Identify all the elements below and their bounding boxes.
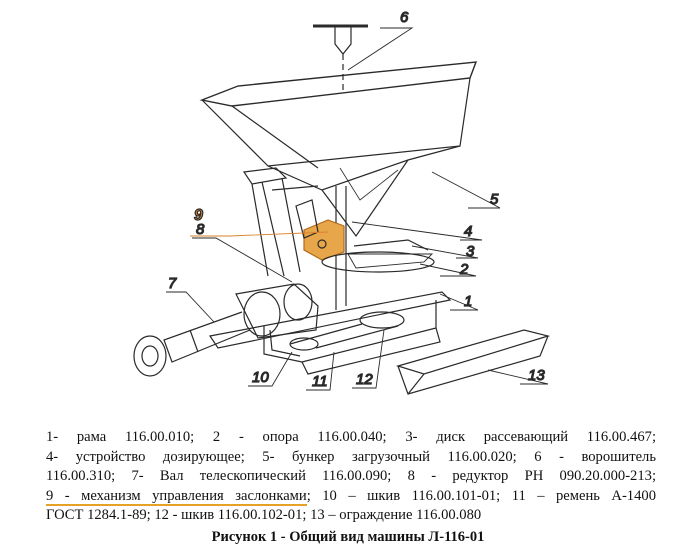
callout-7: 7 <box>168 275 177 292</box>
callout-9: 9 <box>194 207 203 224</box>
callout-3: 3 <box>466 243 475 260</box>
callout-13: 13 <box>528 367 545 384</box>
agitator-handle <box>313 26 368 90</box>
legend-line-3: 116.00.310; 7- Вал телескопический 116.00.090; 8 - редуктор РН 090.20.000-213; <box>46 468 656 484</box>
parts-legend <box>46 428 656 526</box>
callout-2: 2 <box>460 261 469 278</box>
legend-line-4-rest: ; 10 – шкив 116.00.101-01; 11 – ремень А-1400 <box>306 487 656 504</box>
reducer-and-shaft <box>134 284 318 376</box>
callout-1: 1 <box>464 293 473 310</box>
legend-line-4 <box>46 487 656 507</box>
callout-12: 12 <box>356 371 373 388</box>
leader-lines <box>166 28 548 390</box>
callout-5: 5 <box>490 191 499 208</box>
legend-line-1: 1- рама 116.00.010; 2 - опора 116.00.040; 3- диск рассевающий 116.00.467; <box>46 429 656 445</box>
callout-6: 6 <box>400 9 409 26</box>
callout-10: 10 <box>252 369 269 386</box>
callout-8: 8 <box>196 221 205 238</box>
callout-4: 4 <box>464 223 473 240</box>
callout-11: 11 <box>312 373 328 390</box>
legend-highlight: 9 - механизм управления заслонками <box>46 487 307 504</box>
legend-line-5: ГОСТ 1284.1-89; 12 - шкив 116.00.102-01; 13 – ограждение 116.00.080 <box>46 507 482 523</box>
hopper <box>202 62 476 236</box>
figure-caption: Рисунок 1 - Общий вид машины Л-116-01 <box>211 529 485 545</box>
legend-line-2: 4- устройство дозирующее; 5- бункер загрузочный 116.00.020; 6 - ворошитель <box>46 448 656 465</box>
shutter-control-mechanism <box>296 200 344 260</box>
